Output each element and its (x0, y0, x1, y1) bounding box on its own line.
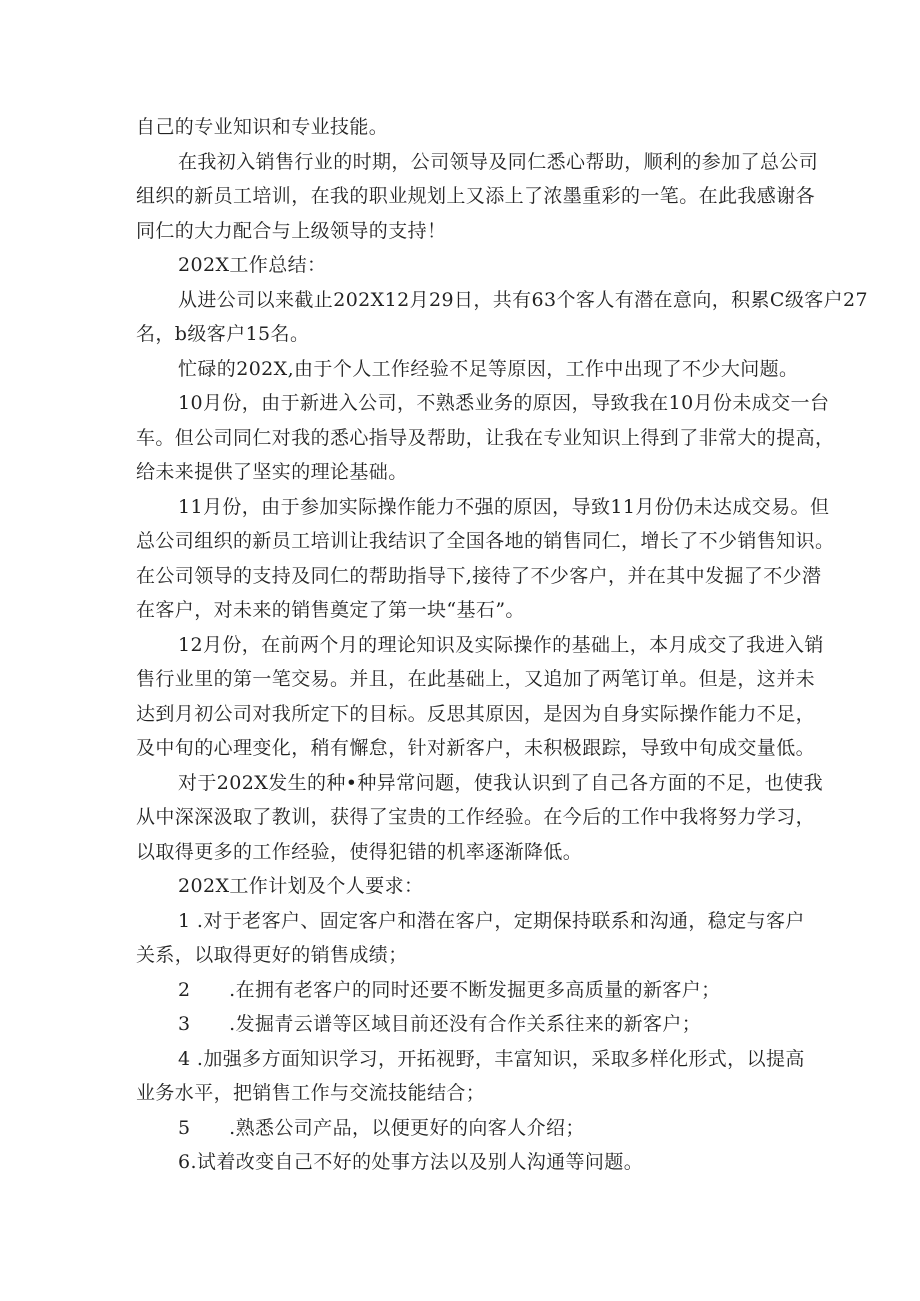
list-item: 2 .在拥有老客户的同时还要不断发掘更多高质量的新客户； (178, 978, 721, 1001)
list-item: 1 .对于老客户、固定客户和潜在客户，定期保持联系和沟通，稳定与客户 (178, 909, 805, 932)
text-line: 10月份，由于新进入公司，不熟悉业务的原因，导致我在10月份未成交一台 (178, 392, 830, 414)
text-line: 组织的新员工培训，在我的职业规划上又添上了浓墨重彩的一笔。在此我感谢各 (136, 185, 816, 207)
text-line: 在我初入销售行业的时期，公司领导及同仁悉心帮助，顺利的参加了总公司 (178, 150, 819, 173)
section-heading: 202X工作总结： (178, 254, 327, 276)
text-line: 在公司领导的支持及同仁的帮助指导下,接待了不少客户，并在其中发掘了不少潜 (136, 564, 822, 587)
list-item: 3 .发掘青云谱等区域目前还没有合作关系往来的新客户； (178, 1013, 702, 1035)
text-line: 车。但公司同仁对我的悉心指导及帮助，让我在专业知识上得到了非常大的提高， (136, 426, 835, 449)
text-line: 同仁的大力配合与上级领导的支持！ (136, 219, 447, 242)
text-line: 给未来提供了坚实的理论基础。 (136, 461, 408, 483)
text-line: 关系，以取得更好的销售成绩； (136, 944, 408, 966)
text-line: 及中旬的心理变化，稍有懈怠，针对新客户，未积极跟踪，导致中旬成交量低。 (136, 737, 816, 759)
list-item: 6.试着改变自己不好的处事方法以及别人沟通等问题。 (178, 1151, 644, 1173)
text-line: 在客户，对未来的销售奠定了第一块“基石”。 (136, 599, 525, 621)
list-item: 5 .熟悉公司产品，以便更好的向客人介绍； (178, 1116, 585, 1139)
text-line: 售行业里的第一笔交易。并且，在此基础上，又追加了两笔订单。但是，这并未 (136, 668, 816, 690)
text-line: 总公司组织的新员工培训让我结识了全国各地的销售同仁，增长了不少销售知识。 (136, 530, 835, 552)
section-heading: 202X工作计划及个人要求： (178, 875, 424, 897)
text-line: 12月份，在前两个月的理论知识及实际操作的基础上，本月成交了我进入销 (178, 633, 824, 656)
text-line: 以取得更多的工作经验，使得犯错的机率逐渐降低。 (136, 840, 583, 863)
text-line: 从中深深汲取了教训，获得了宝贵的工作经验。在今后的工作中我将努力学习， (136, 806, 816, 828)
text-line: 11月份，由于参加实际操作能力不强的原因，导致11月份仍未达成交易。但 (178, 495, 830, 518)
document-body (136, 110, 869, 1180)
text-line: 忙碌的202X,由于个人工作经验不足等原因，工作中出现了不少大问题。 (178, 357, 799, 380)
list-item: 4 .加强多方面知识学习，开拓视野，丰富知识，采取多样化形式，以提高 (178, 1047, 805, 1070)
text-line: 业务水平，把销售工作与交流技能结合； (136, 1082, 486, 1104)
text-line: 自己的专业知识和专业技能。 (136, 116, 389, 138)
text-line: 名，b级客户15名。 (136, 323, 310, 345)
text-line: 对于202X发生的种•种异常问题，使我认识到了自己各方面的不足，也使我 (178, 771, 824, 794)
text-line: 从进公司以来截止202X12月29日，共有63个客人有潜在意向，积累C级客户27 (178, 288, 869, 311)
text-line: 达到月初公司对我所定下的目标。反思其原因，是因为自身实际操作能力不足， (136, 702, 816, 725)
